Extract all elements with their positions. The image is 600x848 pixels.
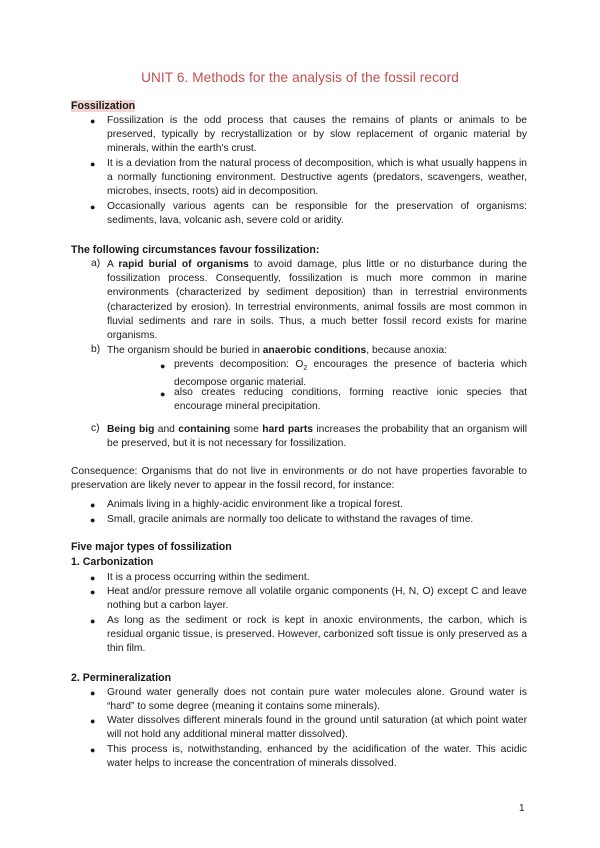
fossilization-bullet-3: Occasionally various agents can be responsible for the preservation of organisms: sediments, lava, volcanic ash, severe cold or aridity. bbox=[107, 201, 527, 227]
bullet-icon: ● bbox=[90, 515, 96, 525]
circumstance-a: A rapid burial of organisms to avoid damage, plus little or no disturbance during the fossilization process. Consequently, fossilization is much more common in marine environments (characterized by sediment deposition) than in terrestrial environments (characterized by erosion). In terrestrial environments, animal fossils are most common in fluvial sediments and rare in soils. Thus, a much better fossil record exists for marine organisms. bbox=[107, 259, 527, 342]
subheading-permineralization: 2. Permineralization bbox=[71, 672, 172, 684]
fossilization-bullet-2: It is a deviation from the natural process of decomposition, which is what usually happens in a normally functioning environment. Destructive agents (predators, scavengers, weather, microbes, insects, roots) aid in decomposition. bbox=[107, 158, 527, 198]
bullet-icon: ● bbox=[90, 573, 96, 583]
subheading-carbonization: 1. Carbonization bbox=[71, 556, 154, 568]
section-heading-fossilization: Fossilization bbox=[71, 100, 136, 112]
consequence-bullet-2: Small, gracile animals are normally too delicate to withstand the ravages of time. bbox=[107, 514, 474, 525]
bullet-icon: ● bbox=[90, 745, 96, 755]
bullet-icon: ● bbox=[90, 159, 96, 169]
section-heading-five-types: Five major types of fossilization bbox=[71, 541, 232, 553]
permineralization-bullet-2: Water dissolves different minerals found in the ground until saturation (at which point water will not hold any additional mineral matter dissolved). bbox=[107, 715, 527, 741]
list-marker-c: c) bbox=[91, 423, 100, 434]
bullet-icon: ● bbox=[90, 116, 96, 126]
carbonization-bullet-1: It is a process occurring within the sediment. bbox=[107, 572, 310, 583]
consequence-bullet-1: Animals living in a highly-acidic environment like a tropical forest. bbox=[107, 499, 403, 510]
page-number: 1 bbox=[519, 803, 525, 814]
page-title: UNIT 6. Methods for the analysis of the fossil record bbox=[141, 70, 459, 85]
bullet-icon: ● bbox=[90, 616, 96, 626]
permineralization-bullet-1: Ground water generally does not contain pure water molecules alone. Ground water is “hard” to some degree (meaning it contains some minerals). bbox=[107, 687, 527, 713]
bullet-icon: ● bbox=[90, 587, 96, 597]
anoxia-effect-1: prevents decomposition: $O_2$ encourages the presence of bacteria which decompose organic material. bbox=[174, 359, 528, 389]
bullet-icon: ● bbox=[90, 500, 96, 510]
fossilization-bullet-1: Fossilization is the odd process that causes the remains of plants or animals to be preserved, typically by recrystallization or by slow replacement of organic material by minerals, within the earth's crust. bbox=[107, 115, 527, 155]
list-marker-a: a) bbox=[91, 258, 101, 269]
bullet-icon: ● bbox=[90, 688, 96, 698]
anoxia-effect-2: also creates reducing conditions, forming reactive ionic species that encourage mineral precipitation. bbox=[174, 387, 527, 413]
bullet-icon: ● bbox=[90, 202, 96, 212]
permineralization-bullet-3: This process is, notwithstanding, enhanced by the acidification of the water. This acidic water helps to increase the concentration of minerals dissolved. bbox=[107, 744, 527, 770]
circumstance-b: The organism should be buried in anaerobic conditions, because anoxia: bbox=[107, 345, 447, 356]
list-marker-b: b) bbox=[91, 344, 101, 355]
carbonization-bullet-2: Heat and/or pressure remove all volatile organic components (H, N, O) except C and leave nothing but a carbon layer. bbox=[107, 586, 527, 612]
bullet-icon: ● bbox=[160, 361, 166, 371]
bullet-icon: ● bbox=[160, 389, 166, 399]
bullet-icon: ● bbox=[90, 716, 96, 726]
consequence-paragraph: Consequence: Organisms that do not live in environments or do not have properties favorable to preservation are likely never to appear in the fossil record, for instance: bbox=[71, 466, 527, 492]
section-heading-circumstances: The following circumstances favour fossilization: bbox=[71, 244, 320, 256]
circumstance-c: Being big and containing some hard parts increases the probability that an organism will be preserved, but it is not necessary for fossilization. bbox=[107, 424, 528, 450]
carbonization-bullet-3: As long as the sediment or rock is kept in anoxic environments, the carbon, which is residual organic tissue, is preserved. However, carbonized soft tissue is only preserved as a thin film. bbox=[107, 615, 527, 655]
